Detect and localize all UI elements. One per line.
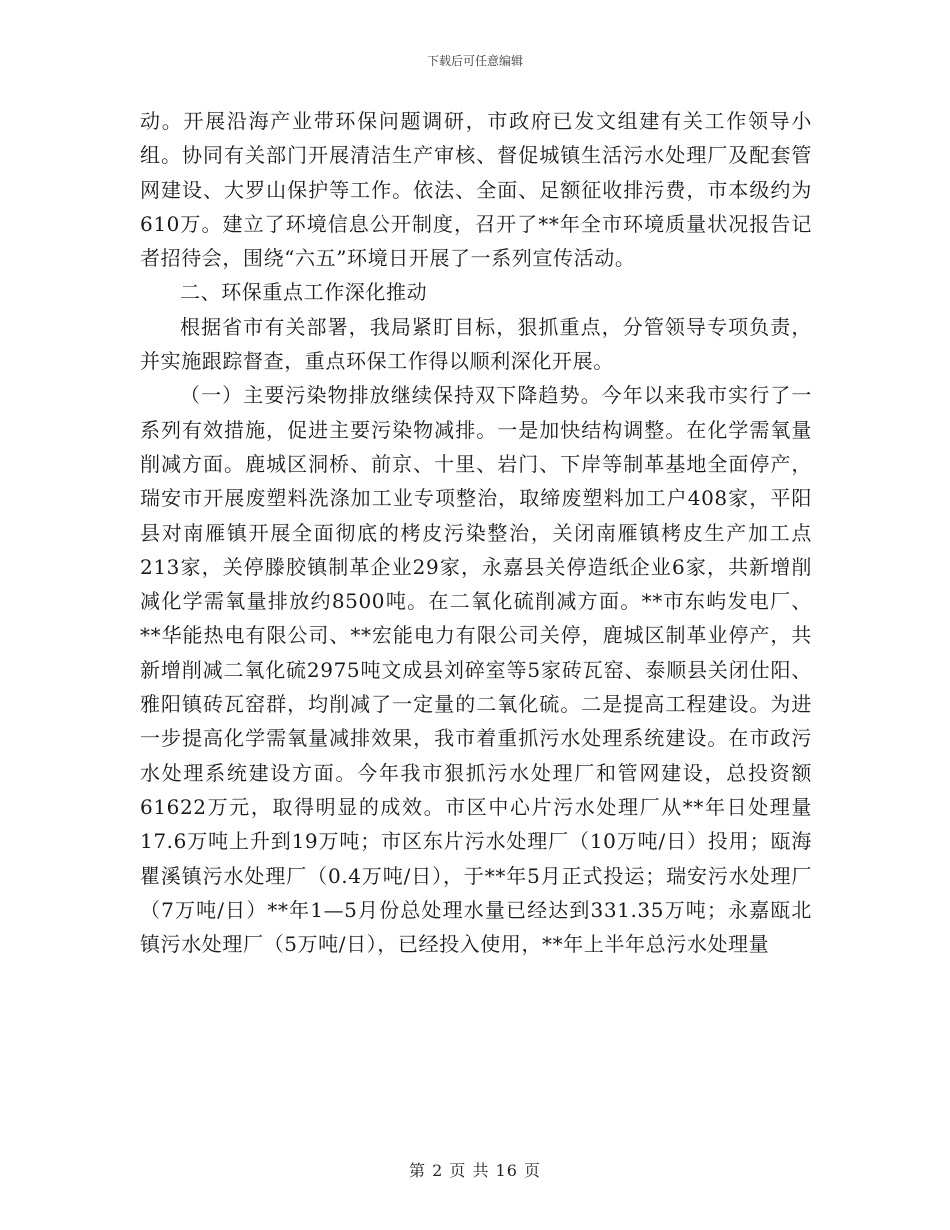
- paragraph-main: （一）主要污染物排放继续保持双下降趋势。今年以来我市实行了一系列有效措施，促进主要污染物减排。一是加快结构调整。在化学需氧量削减方面。鹿城区洞桥、前京、十里、岩门、下岸等制革基地全面停产，瑞安市开展废塑料洗涤加工业专项整治，取缔废塑料加工户408家，平阳县对南雁镇开展全面彻底的栲皮污染整治，关闭南雁镇栲皮生产加工点213家，关停滕胶镇制革企业29家，永嘉县关停造纸企业6家，共新增削减化学需氧量排放约8500吨。在二氧化硫削减方面。**市东屿发电厂、**华能热电有限公司、**宏能电力有限公司关停，鹿城区制革业停产，共新增削减二氧化硫2975吨文成县刘碎室等5家砖瓦窑、泰顺县关闭仕阳、雅阳镇砖瓦窑群，均削减了一定量的二氧化硫。二是提高工程建设。为进一步提高化学需氧量减排效果，我市着重抓污水处理系统建设。在市政污水处理系统建设方面。今年我市狠抓污水处理厂和管网建设，总投资额61622万元，取得明显的成效。市区中心片污水处理厂从**年日处理量17.6万吨上升到19万吨；市区东片污水处理厂（10万吨/日）投用；瓯海瞿溪镇污水处理厂（0.4万吨/日），于**年5月正式投运；瑞安污水处理厂（7万吨/日）**年1—5月份总处理水量已经达到331.35万吨；永嘉瓯北镇污水处理厂（5万吨/日），已经投入使用，**年上半年总污水处理量: [140, 383, 812, 957]
- page-footer: 第 2 页 共 16 页: [409, 1161, 541, 1180]
- paragraph-intro: 根据省市有关部署，我局紧盯目标，狠抓重点，分管领导专项负责，并实施跟踪督查，重点环保工作得以顺利深化开展。: [140, 314, 812, 374]
- paragraph-continuation: 动。开展沿海产业带环保问题调研，市政府已发文组建有关工作领导小组。协同有关部门开展清洁生产审核、督促城镇生活污水处理厂及配套管网建设、大罗山保护等工作。依法、全面、足额征收排污费，市本级约为610万。建立了环境信息公开制度，召开了**年全市环境质量状况报告记者招待会，围绕“六五”环境日开展了一系列宣传活动。: [140, 109, 812, 271]
- page-header: 下载后可任意编辑: [426, 54, 523, 68]
- document-body: [140, 104, 812, 961]
- section-heading: 二、环保重点工作深化推动: [180, 280, 428, 305]
